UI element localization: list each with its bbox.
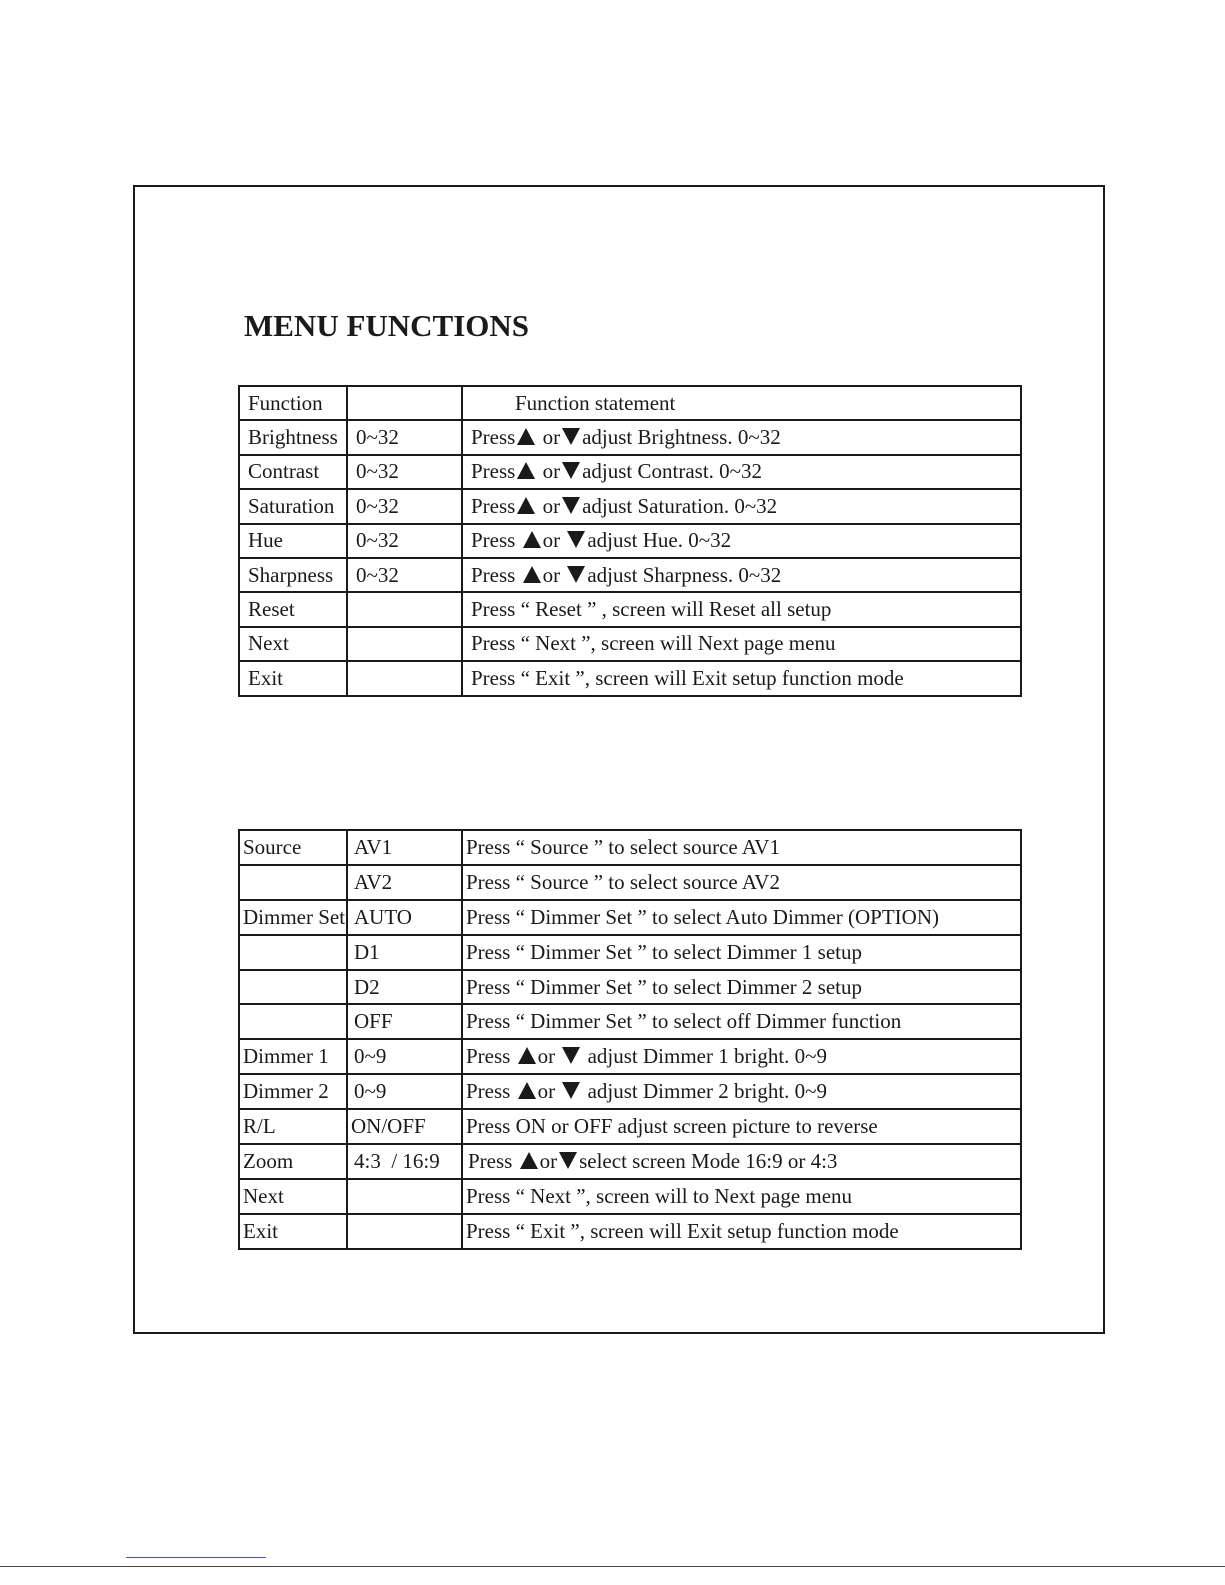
statement-cell: Press “ Dimmer Set ” to select Dimmer 2 setup xyxy=(462,970,1021,1005)
value-cell xyxy=(347,592,462,626)
statement-cell xyxy=(462,1074,1021,1109)
statement-cell xyxy=(462,455,1021,489)
function-cell xyxy=(239,1004,347,1039)
function-cell: Saturation xyxy=(239,489,347,523)
function-cell: Dimmer Set xyxy=(239,900,347,935)
function-cell: Brightness xyxy=(239,420,347,454)
table-row xyxy=(239,1004,1021,1039)
value-cell: 0~9 xyxy=(347,1074,462,1109)
function-cell: R/L xyxy=(239,1109,347,1144)
footer-link-underline xyxy=(126,1557,266,1558)
statement-mid: or xyxy=(542,425,561,450)
statement-cell xyxy=(462,558,1021,592)
down-triangle-icon xyxy=(562,1047,580,1064)
statement-post: adjust Hue. 0~32 xyxy=(587,528,732,553)
value-cell: D1 xyxy=(347,935,462,970)
statement-cell: Press “ Dimmer Set ” to select Auto Dimmer (OPTION) xyxy=(462,900,1021,935)
value-cell: AV1 xyxy=(347,830,462,865)
value-cell: 0~9 xyxy=(347,1039,462,1074)
value-cell: ON/OFF xyxy=(347,1109,462,1144)
statement-pre: Press xyxy=(471,459,516,484)
function-cell xyxy=(239,935,347,970)
header-function: Function xyxy=(239,386,347,420)
table-row xyxy=(239,1109,1021,1144)
statement-mid: or xyxy=(542,562,561,587)
up-triangle-icon xyxy=(517,428,535,445)
up-triangle-icon xyxy=(517,497,535,514)
up-triangle-icon xyxy=(520,1152,538,1169)
value-cell: AUTO xyxy=(347,900,462,935)
table-row xyxy=(239,900,1021,935)
statement-cell: Press ON or OFF adjust screen picture to reverse xyxy=(462,1109,1021,1144)
function-cell: Exit xyxy=(239,1214,347,1249)
header-statement: Function statement xyxy=(462,386,1021,420)
statement-post: adjust Contrast. 0~32 xyxy=(582,459,763,484)
statement-post: adjust Saturation. 0~32 xyxy=(582,493,778,518)
table-row xyxy=(239,935,1021,970)
value-cell: 0~32 xyxy=(347,420,462,454)
up-triangle-icon xyxy=(517,462,535,479)
value-cell: 0~32 xyxy=(347,558,462,592)
down-triangle-icon xyxy=(567,531,585,548)
table-row xyxy=(239,970,1021,1005)
up-triangle-icon xyxy=(518,1047,536,1064)
function-cell: Hue xyxy=(239,524,347,558)
menu-functions-table-2 xyxy=(238,829,1022,1250)
statement-cell xyxy=(462,524,1021,558)
value-cell: OFF xyxy=(347,1004,462,1039)
statement-mid: or xyxy=(542,528,561,553)
statement-cell xyxy=(462,1039,1021,1074)
statement-cell xyxy=(462,420,1021,454)
up-triangle-icon xyxy=(523,566,541,583)
statement-cell: Press “ Exit ”, screen will Exit setup function mode xyxy=(462,661,1021,695)
function-cell: Next xyxy=(239,1179,347,1214)
statement-post: adjust Sharpness. 0~32 xyxy=(587,562,782,587)
table-row xyxy=(239,1214,1021,1249)
function-cell: Zoom xyxy=(239,1144,347,1179)
statement-cell: Press “ Next ”, screen will Next page menu xyxy=(462,627,1021,661)
value-cell: 0~32 xyxy=(347,524,462,558)
value-cell xyxy=(347,1214,462,1249)
table-row xyxy=(239,1144,1021,1179)
statement-pre: Press xyxy=(471,493,516,518)
statement-post: select screen Mode 16:9 or 4:3 xyxy=(579,1148,838,1173)
bottom-divider xyxy=(0,1566,1225,1567)
statement-cell xyxy=(462,1144,1021,1179)
statement-post: adjust Dimmer 2 bright. 0~9 xyxy=(587,1079,828,1104)
statement-pre: Press xyxy=(466,1044,511,1069)
down-triangle-icon xyxy=(562,428,580,445)
statement-cell: Press “ Reset ” , screen will Reset all setup xyxy=(462,592,1021,626)
table-row xyxy=(239,1179,1021,1214)
table-row xyxy=(239,1074,1021,1109)
table-row xyxy=(239,1039,1021,1074)
value-cell: AV2 xyxy=(347,865,462,900)
statement-pre: Press xyxy=(471,562,516,587)
statement-cell: Press “ Dimmer Set ” to select Dimmer 1 setup xyxy=(462,935,1021,970)
statement-post: adjust Dimmer 1 bright. 0~9 xyxy=(587,1044,828,1069)
table-row xyxy=(239,420,1021,454)
header-value xyxy=(347,386,462,420)
function-cell: Sharpness xyxy=(239,558,347,592)
menu-functions-table-1 xyxy=(238,385,1022,697)
table-row xyxy=(239,524,1021,558)
table-row xyxy=(239,830,1021,865)
statement-cell: Press “ Source ” to select source AV1 xyxy=(462,830,1021,865)
value-cell xyxy=(347,1179,462,1214)
statement-mid: or xyxy=(542,493,561,518)
function-cell: Exit xyxy=(239,661,347,695)
table-row xyxy=(239,455,1021,489)
statement-cell: Press “ Next ”, screen will to Next page menu xyxy=(462,1179,1021,1214)
statement-post: adjust Brightness. 0~32 xyxy=(582,425,781,450)
table-row xyxy=(239,865,1021,900)
function-cell: Source xyxy=(239,830,347,865)
table-row xyxy=(239,489,1021,523)
function-cell: Next xyxy=(239,627,347,661)
function-cell: Reset xyxy=(239,592,347,626)
statement-cell: Press “ Dimmer Set ” to select off Dimmer function xyxy=(462,1004,1021,1039)
statement-cell xyxy=(462,489,1021,523)
function-cell: Dimmer 2 xyxy=(239,1074,347,1109)
statement-mid: or xyxy=(537,1079,556,1104)
value-cell: 4:3 / 16:9 xyxy=(347,1144,462,1179)
statement-cell: Press “ Source ” to select source AV2 xyxy=(462,865,1021,900)
function-cell: Dimmer 1 xyxy=(239,1039,347,1074)
value-cell: 0~32 xyxy=(347,489,462,523)
page-title: MENU FUNCTIONS xyxy=(244,308,530,343)
value-cell xyxy=(347,627,462,661)
statement-pre: Press xyxy=(471,528,516,553)
statement-mid: or xyxy=(537,1044,556,1069)
down-triangle-icon xyxy=(567,566,585,583)
statement-pre: Press xyxy=(468,1148,513,1173)
up-triangle-icon xyxy=(523,531,541,548)
up-triangle-icon xyxy=(518,1082,536,1099)
down-triangle-icon xyxy=(562,462,580,479)
table-row xyxy=(239,661,1021,695)
down-triangle-icon xyxy=(559,1152,577,1169)
statement-cell: Press “ Exit ”, screen will Exit setup function mode xyxy=(462,1214,1021,1249)
statement-pre: Press xyxy=(466,1079,511,1104)
table-row xyxy=(239,558,1021,592)
function-cell: Contrast xyxy=(239,455,347,489)
value-cell: D2 xyxy=(347,970,462,1005)
table-row xyxy=(239,592,1021,626)
table-header-row xyxy=(239,386,1021,420)
down-triangle-icon xyxy=(562,497,580,514)
value-cell xyxy=(347,661,462,695)
table-row xyxy=(239,627,1021,661)
statement-pre: Press xyxy=(471,425,516,450)
function-cell xyxy=(239,865,347,900)
value-cell: 0~32 xyxy=(347,455,462,489)
down-triangle-icon xyxy=(562,1082,580,1099)
function-cell xyxy=(239,970,347,1005)
statement-mid: or xyxy=(539,1148,558,1173)
statement-mid: or xyxy=(542,459,561,484)
